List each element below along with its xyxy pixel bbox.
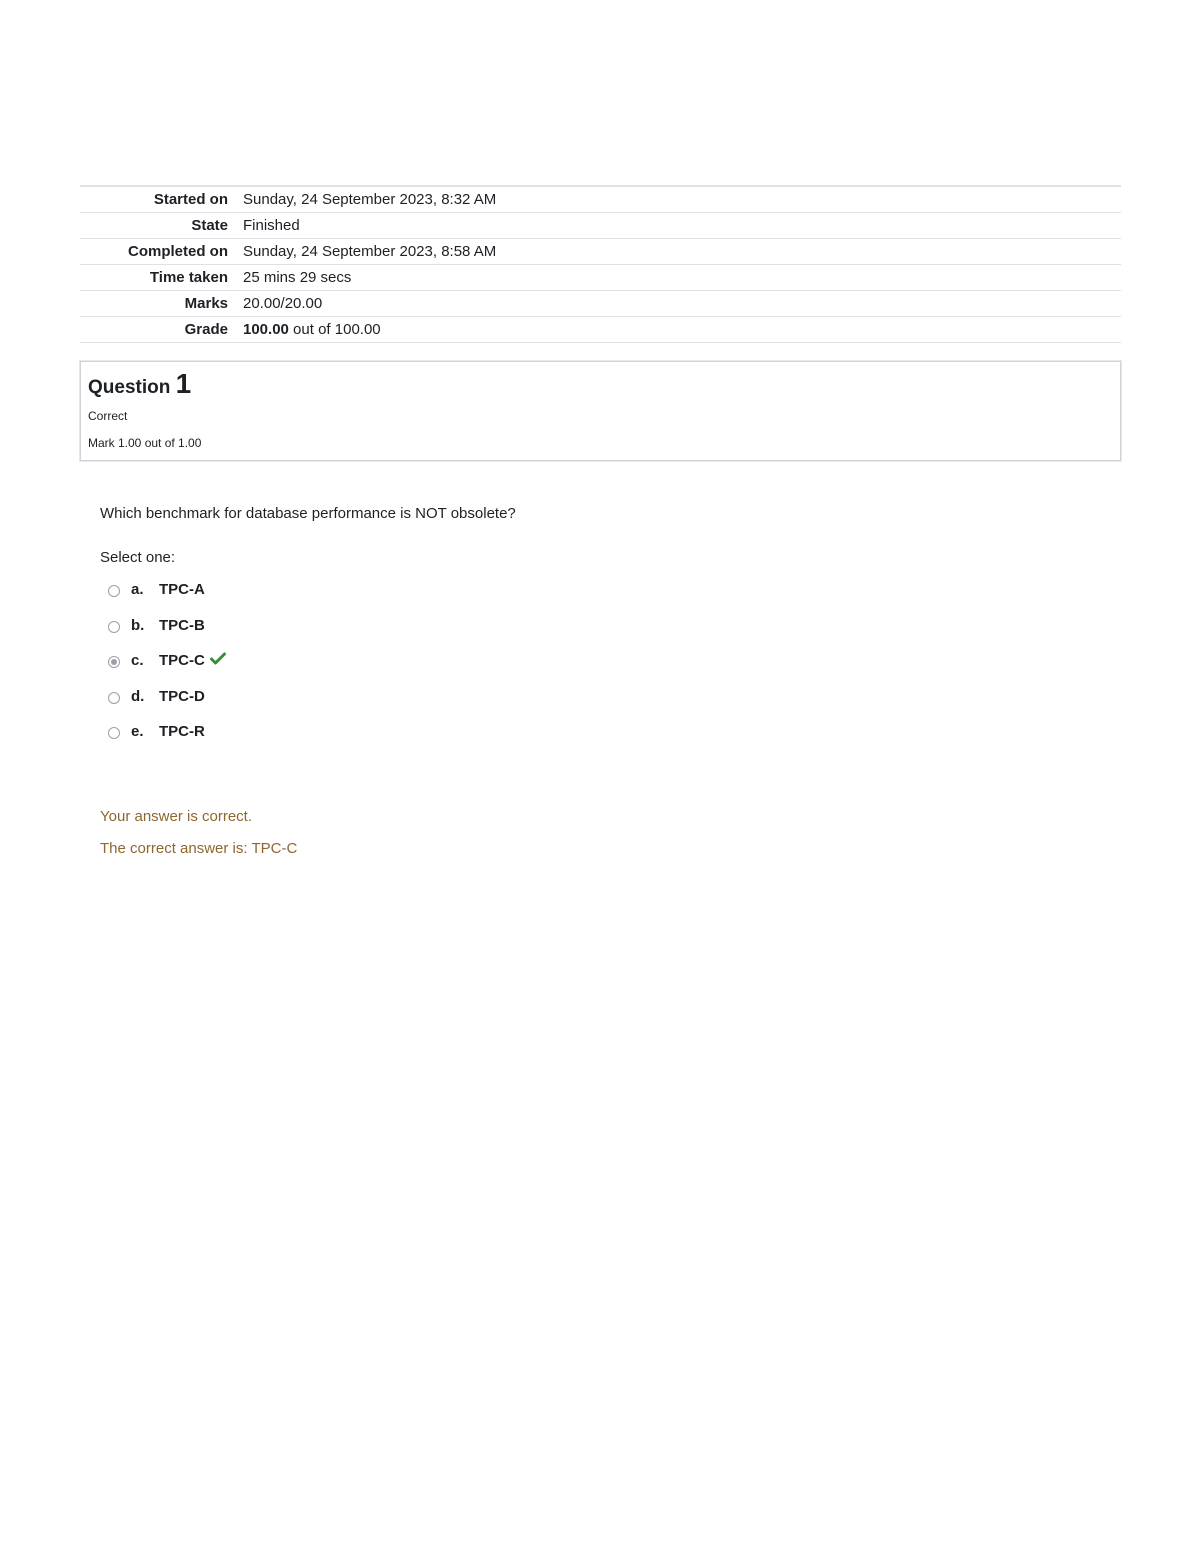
answer-text: TPC-R xyxy=(159,723,205,740)
answer-letter: a. xyxy=(131,581,144,598)
answer-option-b[interactable] xyxy=(108,617,226,653)
summary-row-state xyxy=(80,213,1121,239)
summary-row-marks xyxy=(80,291,1121,317)
answer-options xyxy=(108,581,226,759)
question-text: Which benchmark for database performance is NOT obsolete? xyxy=(100,505,516,522)
summary-label: Time taken xyxy=(80,265,243,291)
answer-text: TPC-D xyxy=(159,687,205,705)
answer-option-d[interactable] xyxy=(108,688,226,724)
summary-label: Marks xyxy=(80,291,243,317)
question-title-prefix: Question xyxy=(88,377,176,398)
radio-button[interactable] xyxy=(108,621,120,633)
grade-out-of: out of 100.00 xyxy=(288,321,381,338)
answer-letter: d. xyxy=(131,687,145,705)
summary-value: 20.00/20.00 xyxy=(243,291,1121,317)
answer-text: TPC-B xyxy=(159,616,205,634)
summary-row-started xyxy=(80,186,1121,213)
summary-label: State xyxy=(80,213,243,239)
summary-row-time-taken xyxy=(80,265,1121,291)
radio-button[interactable] xyxy=(108,727,120,739)
answer-letter: e. xyxy=(131,723,144,740)
answer-option-c[interactable] xyxy=(108,652,226,688)
checkmark-icon xyxy=(210,652,226,669)
answer-option-a[interactable] xyxy=(108,581,226,617)
question-title xyxy=(88,370,191,398)
answer-prompt: Select one: xyxy=(100,549,176,566)
summary-row-grade xyxy=(80,317,1121,343)
summary-value xyxy=(243,317,1121,343)
answer-letter: b. xyxy=(131,616,145,634)
question-state: Correct xyxy=(88,409,128,423)
answer-text: TPC-A xyxy=(159,581,205,598)
summary-row-completed xyxy=(80,239,1121,265)
radio-button[interactable] xyxy=(108,585,120,597)
answer-option-e[interactable] xyxy=(108,723,226,759)
quiz-review-summary xyxy=(80,185,1121,343)
answer-letter: c. xyxy=(131,652,144,669)
summary-value: Finished xyxy=(243,213,1121,239)
question-grade: Mark 1.00 out of 1.00 xyxy=(88,436,202,450)
answer-text: TPC-C xyxy=(159,652,205,669)
summary-value: Sunday, 24 September 2023, 8:58 AM xyxy=(243,239,1121,265)
summary-value: Sunday, 24 September 2023, 8:32 AM xyxy=(243,186,1121,213)
radio-button[interactable] xyxy=(108,692,120,704)
summary-label: Completed on xyxy=(80,239,243,265)
radio-button-selected[interactable] xyxy=(108,656,120,668)
question-info-box xyxy=(80,361,1121,461)
grade-value: 100.00 xyxy=(243,321,289,338)
correct-answer-text: The correct answer is: TPC-C xyxy=(100,840,298,857)
summary-value: 25 mins 29 secs xyxy=(243,265,1121,291)
question-number: 1 xyxy=(175,368,192,399)
summary-label: Grade xyxy=(80,317,243,343)
feedback-text: Your answer is correct. xyxy=(100,808,253,825)
summary-label: Started on xyxy=(80,186,243,213)
